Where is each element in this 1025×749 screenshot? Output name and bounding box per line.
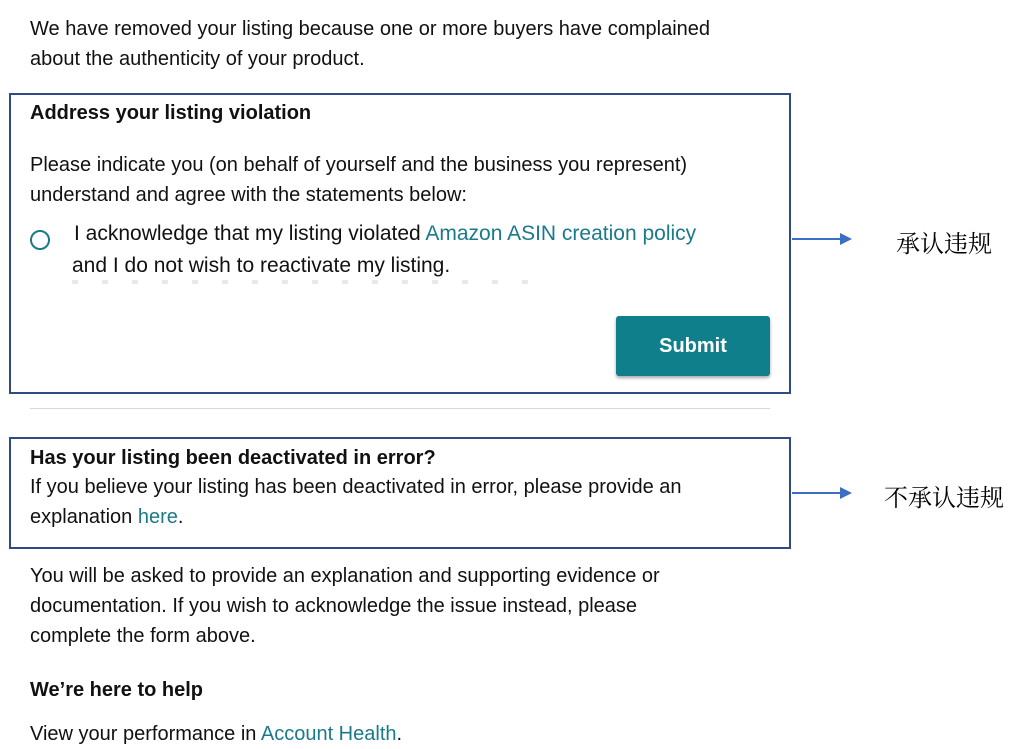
violation-heading: Address your listing violation [30,102,312,124]
error-body-line-1: If you believe your listing has been deactivated in error, please provide an [30,476,682,498]
error-heading: Has your listing been deactivated in error? [30,447,436,469]
account-health-link[interactable]: Account Health [260,723,397,745]
submit-button[interactable]: Submit [616,316,770,376]
error-body-line-2 [30,502,183,532]
acknowledge-option-text: I acknowledge that my listing violated [74,222,426,245]
acknowledge-arrow-head [840,233,852,245]
error-body-text: explanation [30,506,138,528]
acknowledge-arrow-line [792,238,840,240]
followup-line-2: documentation. If you wish to acknowledge the issue instead, please [30,595,638,617]
annotation-acknowledge: 承认违规 [896,230,992,258]
error-body-period: . [177,506,184,528]
violation-instructions-line-2: understand and agree with the statements below: [30,184,467,206]
help-text-before: View your performance in [30,723,261,745]
intro-line-1: We have removed your listing because one or more buyers have complained [30,18,710,40]
explanation-here-link[interactable]: here [137,506,178,528]
annotation-dispute: 不承认违规 [884,484,1004,512]
acknowledge-option-line-2: and I do not wish to reactivate my listing. [72,254,451,277]
violation-instructions-line-1: Please indicate you (on behalf of yourself and the business you represent) [30,154,688,176]
dispute-arrow-line [792,492,840,494]
section-divider [30,408,770,409]
followup-line-3: complete the form above. [30,625,256,647]
acknowledge-radio[interactable] [30,230,50,250]
help-heading: We’re here to help [30,679,204,701]
help-text [30,719,402,749]
help-text-period: . [396,723,403,745]
dispute-arrow-head [840,487,852,499]
asin-policy-link[interactable]: Amazon ASIN creation policy [425,222,697,245]
acknowledge-option-line-1 [74,219,696,249]
followup-line-1: You will be asked to provide an explanation and supporting evidence or [30,565,660,587]
faded-text-remnant [72,280,542,284]
intro-line-2: about the authenticity of your product. [30,48,365,70]
